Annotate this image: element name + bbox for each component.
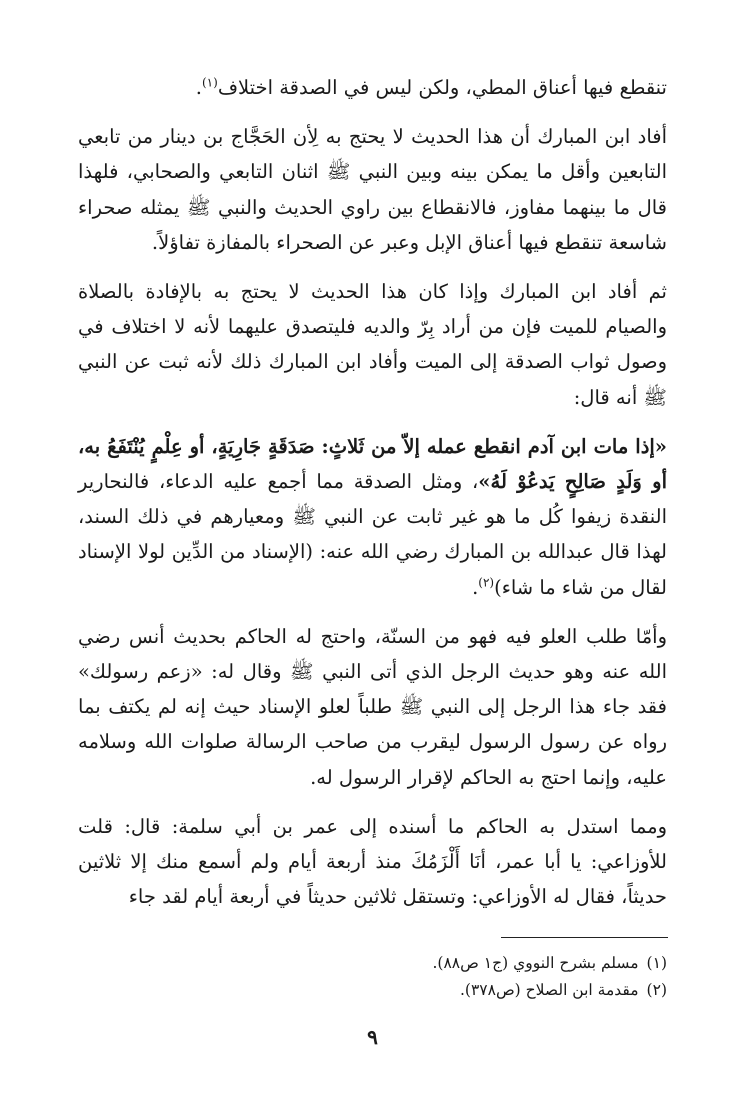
footnote-2 [78,977,667,1004]
footnote-2-number: (٢) [646,981,667,999]
paragraph-1-end: . [195,76,202,99]
footnote-2-text: مقدمة ابن الصلاح (ص٣٧٨). [459,981,639,999]
paragraph-6 [78,809,667,915]
paragraph-5 [78,619,667,795]
paragraph-4-text: ، ومثل الصدقة مما أجمع عليه الدعاء، فالنحارير النقدة زيفوا كُل ما هو غير ثابت عن النبي ﷺ ومعيارهم في ذلك السند، لهذا قال عبدالله بن المبارك رضي الله عنه: (الإسناد من الدِّين لولا الإسناد لقال من شاء ما شاء) [78,470,667,599]
footnotes [78,950,667,1004]
page-number: ٩ [367,1025,378,1049]
footnote-1-text: مسلم بشرح النووي (ج١ ص٨٨). [432,954,639,972]
paragraph-6-text: ومما استدل به الحاكم ما أسنده إلى عمر بن أبي سلمة: قال: قلت للأوزاعي: يا أبا عمر، أنَا أَلْزَمُكَ منذ أربعة أيام ولم أسمع منك إلا ثلاثين حديثاً، فقال له الأوزاعي: وتستقل ثلاثين حديثاً في أربعة أيام لقد جاء [78,814,667,909]
paragraph-3 [78,274,667,415]
paragraph-2 [78,119,667,260]
paragraph-5-text: وأمّا طلب العلو فيه فهو من السنّة، واحتج له الحاكم بحديث أنس رضي الله عنه وهو حديث الرجل الذي أتى النبي ﷺ وقال له: «زعم رسولك» فقد جاء هذا الرجل إلى النبي ﷺ طلباً لعلو الإسناد حيث إنه لم يكتف بما رواه عن رسول الرسول ليقرب من صاحب الرسالة صلوات الله وسلامه عليه، وإنما احتج به الحاكم لإقرار الرسول له. [78,624,667,789]
paragraph-4 [78,429,667,605]
paragraph-3-text: ثم أفاد ابن المبارك وإذا كان هذا الحديث لا يحتج به بالإفادة بالصلاة والصيام للميت فإن من أراد بِرّ والديه فليتصدق عليهما لأنه لا اختلاف في وصول ثواب الصدقة إلى الميت وأفاد ابن المبارك ذلك لأنه ثبت عن النبي ﷺ أنه قال: [78,280,667,409]
paragraph-4-end: . [472,575,479,599]
footnote-separator [501,937,668,938]
footnote-1 [78,950,667,977]
footnote-1-number: (١) [646,954,667,972]
paragraph-1-text: تنقطع فيها أعناق المطي، ولكن ليس في الصدقة اختلاف [217,76,667,99]
hadith-quote: «إذا مات ابن آدم انقطع عمله إلاّ من ثَلاثٍ: صَدَقَةٍ جَارِيَةٍ، أو عِلْمٍ يُنْتَفَعُ به، أو وَلَدٍ صَالِحٍ يَدعُوْ لَهُ» [78,434,668,494]
footnote-marker-2: (٢) [478,575,495,590]
footnote-marker-1: (١) [201,75,218,90]
main-text [78,70,667,914]
paragraph-1 [78,70,667,105]
paragraph-2-text: أفاد ابن المبارك أن هذا الحديث لا يحتج به لِأن الحَجَّاج بن دينار من تابعي التابعين وأقل ما يمكن بينه وبين النبي ﷺ اثنان التابعي والصحابي، فلهذا قال ما بينهما مفاوز، فالانقطاع بين راوي الحديث والنبي ﷺ يمثله صحراء شاسعة تنقطع فيها أعناق الإبل وعبر عن الصحراء بالمفازة تفاؤلاً. [78,125,667,254]
